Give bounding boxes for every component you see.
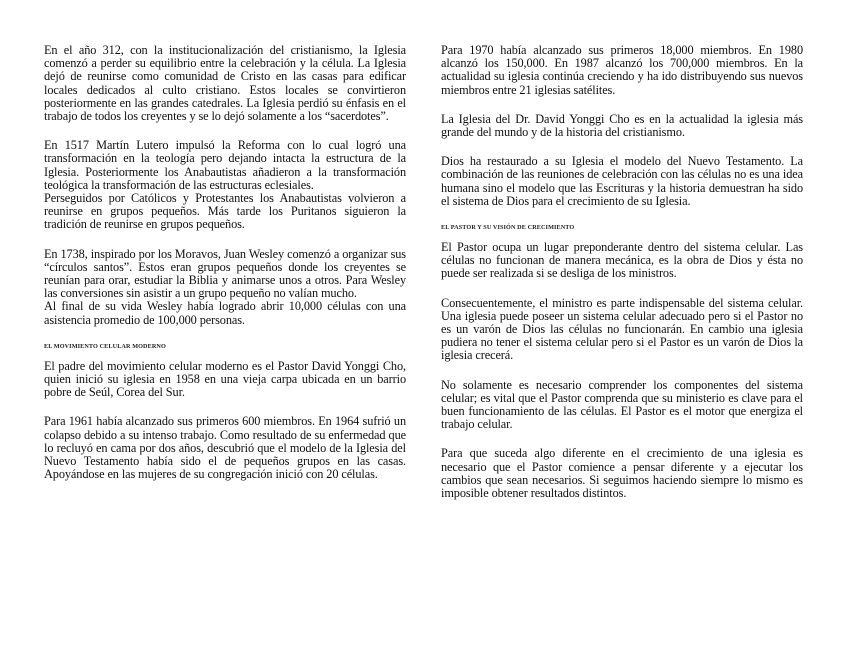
paragraph: En 1738, inspirado por los Moravos, Juan Wesley comenzó a organizar sus “círculos santos”. Estos eran grupos pequeños donde los creyentes se reunían para orar, estudiar la Biblia y animarse unos a otros. Para Wesley las conversiones sin asistir a un grupo pequeño no valían mucho.	[44, 246, 406, 301]
paragraph: El Pastor ocupa un lugar preponderante dentro del sistema celular. Las células no funcionan de manera mecánica, es la obra de Dios y ésta no puede ser realizada si se desliga de los ministros.	[441, 240, 803, 281]
paragraph: La Iglesia del Dr. David Yonggi Cho es en la actualidad la iglesia más grande del mundo y de la historia del cristianismo.	[441, 111, 803, 140]
paragraph: Para que suceda algo diferente en el crecimiento de una iglesia es necesario que el Pastor comience a pensar diferente y a ejecutar los cambios que sean necesarios. Si seguimos haciendo siempre lo mismo es imposible obtener resultados distintos.	[441, 446, 803, 501]
paragraph: Dios ha restaurado a su Iglesia el modelo del Nuevo Testamento. La combinación de las reuniones de celebración con las células no es una idea humana sino el modelo que las Escrituras y la historia demuestran ha sido el sistema de Dios para el crecimiento de su Iglesia.	[441, 154, 803, 208]
section-heading: EL MOVIMIENTO CELULAR MODERNO	[44, 342, 166, 350]
paragraph: En 1517 Martín Lutero impulsó la Reforma con lo cual logró una transformación en la teología pero dejando intacta la estructura de la Iglesia. Posteriormente los Anabautistas añadieron a la transformación teológica la transformación de las estructuras eclesiales.	[44, 138, 406, 192]
paragraph: No solamente es necesario comprender los componentes del sistema celular; es vital que el Pastor comprenda que su ministerio es clave para el buen funcionamiento de las células. El Pastor es el motor que energiza el trabajo celular.	[441, 377, 803, 432]
paragraph: Perseguidos por Católicos y Protestantes los Anabautistas volvieron a reunirse en grupos pequeños. Más tarde los Puritanos siguieron la tradición de reunirse en grupos pequeños.	[44, 191, 406, 232]
paragraph: Para 1961 había alcanzado sus primeros 600 miembros. En 1964 sufrió un colapso debido a su intenso trabajo. Como resultado de su enfermedad que lo recluyó en cama por dos años, descubrió que el modelo de la Iglesia del Nuevo Testamento había sido el de pequeños grupos en las casas. Apoyándose en las mujeres de su congregación inició con 20 células.	[44, 414, 406, 482]
left-column	[44, 44, 406, 497]
section-heading: EL PASTOR Y SU VISIÓN DE CRECIMIENTO	[441, 224, 575, 232]
right-column	[441, 44, 803, 516]
paragraph: Consecuentemente, el ministro es parte indispensable del sistema celular. Una iglesia puede poseer un sistema celular adecuado pero si el Pastor no es un varón de Dios las células no funcionarán. En cambio una iglesia pudiera no tener el sistema celular pero si el Pastor es un varón de Dios la iglesia crecerá.	[441, 295, 803, 363]
paragraph: El padre del movimiento celular moderno es el Pastor David Yonggi Cho, quien inició su iglesia en 1958 en una vieja carpa ubicada en un barrio pobre de Seúl, Corea del Sur.	[44, 358, 406, 400]
paragraph: Para 1970 había alcanzado sus primeros 18,000 miembros. En 1980 alcanzó los 150,000. En 1987 alcanzó los 700,000 miembros. En la actualidad su iglesia continúa creciendo y ha ido distribuyendo sus nuevos miembros entre 21 iglesias satélites.	[441, 43, 803, 97]
paragraph: En el año 312, con la institucionalización del cristianismo, la Iglesia comenzó a perder su equilibrio entre la celebración y la célula. La Iglesia dejó de reunirse como comunidad de Cristo en las casas para edificar locales dedicados al culto cristiano. Estos locales se convirtieron posteriormente en las grandes catedrales. La Iglesia perdió su énfasis en el trabajo de todos los creyentes y se lo dejó solamente a los “sacerdotes”.	[44, 43, 406, 124]
paragraph: Al final de su vida Wesley había logrado abrir 10,000 células con una asistencia promedio de 100,000 personas.	[44, 299, 406, 327]
